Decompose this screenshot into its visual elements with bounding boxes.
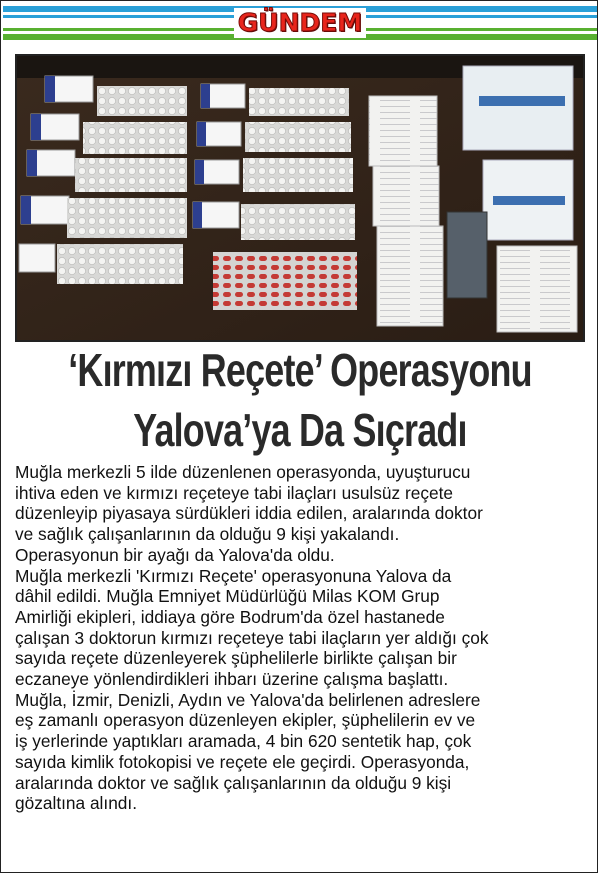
body-line: iş yerlerinde yaptıkları aramada, 4 bin 620 sentetik hap, çok <box>15 731 472 752</box>
body-line: ve sağlık çalışanlarının da olduğu 9 kişi yakalandı. <box>15 524 400 545</box>
seized-items-image <box>17 56 583 340</box>
body-line: eczaneye yönlendirdikleri ihbarı üzerine çalışma başlattı. <box>15 669 449 690</box>
body-line: sayıda kimlik fotokopisi ve reçete ele geçirdi. Operasyonda, <box>15 751 470 772</box>
body-line: düzenleyip piyasaya sürdükleri iddia edilen, aralarında doktor <box>15 503 483 524</box>
article-body <box>15 462 593 814</box>
body-line: Operasyonun bir ayağı da Yalova'da oldu. <box>15 544 335 565</box>
body-line: aralarında doktor ve sağlık çalışanlarının da olduğu 9 kişi <box>15 772 452 793</box>
masthead-bar <box>3 6 597 40</box>
body-line: Amirliği ekipleri, iddiaya göre Bodrum'da özel hastanede <box>15 606 445 627</box>
body-line: çalışan 3 doktorun kırmızı reçeteye tabi ilaçların yer aldığı çok <box>15 627 489 648</box>
body-line: Muğla merkezli 'Kırmızı Reçete' operasyonuna Yalova da <box>15 565 452 586</box>
body-line: eş zamanlı operasyon düzenleyen ekipler, şüphelilerin ev ve <box>15 710 476 731</box>
news-photo <box>15 54 585 342</box>
body-line: sayıda reçete düzenleyerek şüphelilerle birlikte çalışan bir <box>15 648 457 669</box>
body-line: Muğla merkezli 5 ilde düzenlenen operasyonda, uyuşturucu <box>15 462 471 482</box>
section-title: GÜNDEM <box>234 8 366 38</box>
body-line: Muğla, İzmir, Denizli, Aydın ve Yalova'da belirlenen adreslere <box>15 689 481 710</box>
body-line: ihtiva eden ve kırmızı reçeteye tabi ilaçları usulsüz reçete <box>15 482 453 503</box>
body-line: dâhil edildi. Muğla Emniyet Müdürlüğü Milas KOM Grup <box>15 586 440 607</box>
headline-line-2: Yalova’ya Da Sıçradı <box>133 404 467 456</box>
masthead <box>3 6 597 40</box>
body-line: gözaltına alındı. <box>15 793 138 814</box>
headline-line-1: ‘Kırmızı Reçete’ Operasyonu <box>68 344 532 396</box>
